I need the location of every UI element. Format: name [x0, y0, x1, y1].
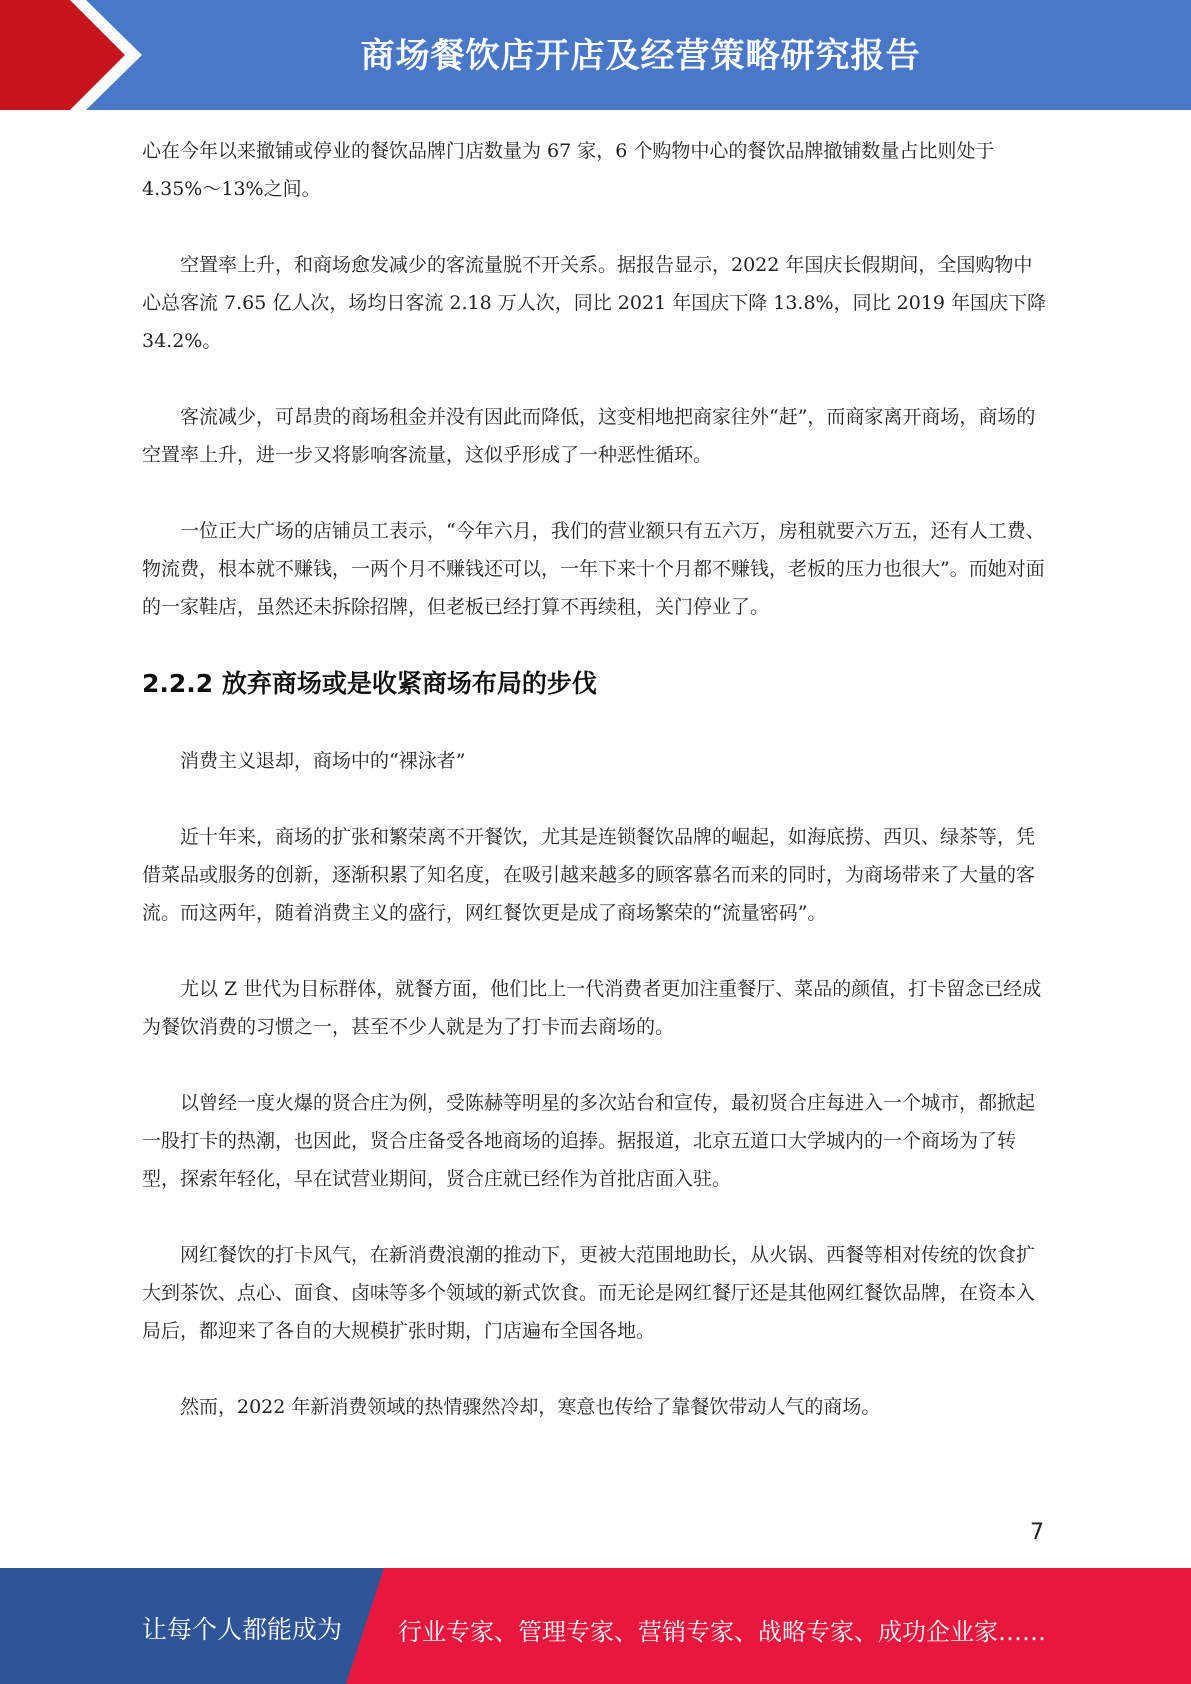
header-banner [0, 0, 1191, 110]
paragraph: 客流减少，可昂贵的商场租金并没有因此而降低，这变相地把商家往外“赶”，而商家离开商场，商场的空置率上升，进一步又将影响客流量，这似乎形成了一种恶性循环。 [142, 406, 1036, 466]
paragraph: 近十年来，商场的扩张和繁荣离不开餐饮，尤其是连锁餐饮品牌的崛起，如海底捞、西贝、绿茶等，凭借菜品或服务的创新，逐渐积累了知名度，在吸引越来越多的顾客慕名而来的同时，为商场带来了大量的客流。而这两年，随着消费主义的盛行，网红餐饮更是成了商场繁荣的“流量密码”。 [142, 826, 1036, 924]
paragraph: 然而，2022 年新消费领域的热情骤然冷却，寒意也传给了靠餐饮带动人气的商场。 [180, 1396, 881, 1418]
paragraph: 一位正大广场的店铺员工表示，“今年六月，我们的营业额只有五六万，房租就要六万五，还有人工费、物流费，根本就不赚钱，一两个月不赚钱还可以，一年下来十个月都不赚钱，老板的压力也很大”。而她对面的一家鞋店，虽然还未拆除招牌，但老板已经打算不再续租，关门停业了。 [142, 520, 1045, 618]
section-heading: 2.2.2 放弃商场或是收紧商场布局的步伐 [142, 669, 597, 698]
paragraph: 心在今年以来撤铺或停业的餐饮品牌门店数量为 67 家，6 个购物中心的餐饮品牌撤铺数量占比则处于 4.35%～13%之间。 [142, 140, 995, 200]
page-content [142, 132, 1048, 1464]
paragraph: 空置率上升，和商场愈发减少的客流量脱不开关系。据报告显示，2022 年国庆长假期间，全国购物中心总客流 7.65 亿人次，场均日客流 2.18 万人次，同比 2021 年国庆下降 13.8%，同比 2019 年国庆下降 34.2%。 [142, 254, 1047, 352]
paragraph: 网红餐饮的打卡风气，在新消费浪潮的推动下，更被大范围地助长，从火锅、西餐等相对传统的饮食扩大到茶饮、点心、面食、卤味等多个领域的新式饮食。而无论是网红餐厅还是其他网红餐饮品牌，在资本入局后，都迎来了各自的大规模扩张时期，门店遍布全国各地。 [142, 1244, 1036, 1342]
footer-banner [0, 1568, 1191, 1684]
paragraph: 消费主义退却，商场中的“裸泳者” [180, 750, 466, 772]
footer-slogan-left: 让每个人都能成为 [142, 1615, 343, 1644]
footer-slogan-right: 行业专家、管理专家、营销专家、战略专家、成功企业家…… [398, 1618, 1046, 1646]
document-title: 商场餐饮店开店及经营策略研究报告 [360, 36, 921, 76]
page-number: 7 [1030, 1520, 1044, 1545]
paragraph: 尤以 Z 世代为目标群体，就餐方面，他们比上一代消费者更加注重餐厅、菜品的颜值，打卡留念已经成为餐饮消费的习惯之一，甚至不少人就是为了打卡而去商场的。 [142, 978, 1042, 1038]
header-chevron-decoration [0, 0, 160, 110]
paragraph: 以曾经一度火爆的贤合庄为例，受陈赫等明星的多次站台和宣传，最初贤合庄每进入一个城市，都掀起一股打卡的热潮，也因此，贤合庄备受各地商场的追捧。据报道，北京五道口大学城内的一个商场为了转型，探索年轻化，早在试营业期间，贤合庄就已经作为首批店面入驻。 [142, 1092, 1036, 1190]
